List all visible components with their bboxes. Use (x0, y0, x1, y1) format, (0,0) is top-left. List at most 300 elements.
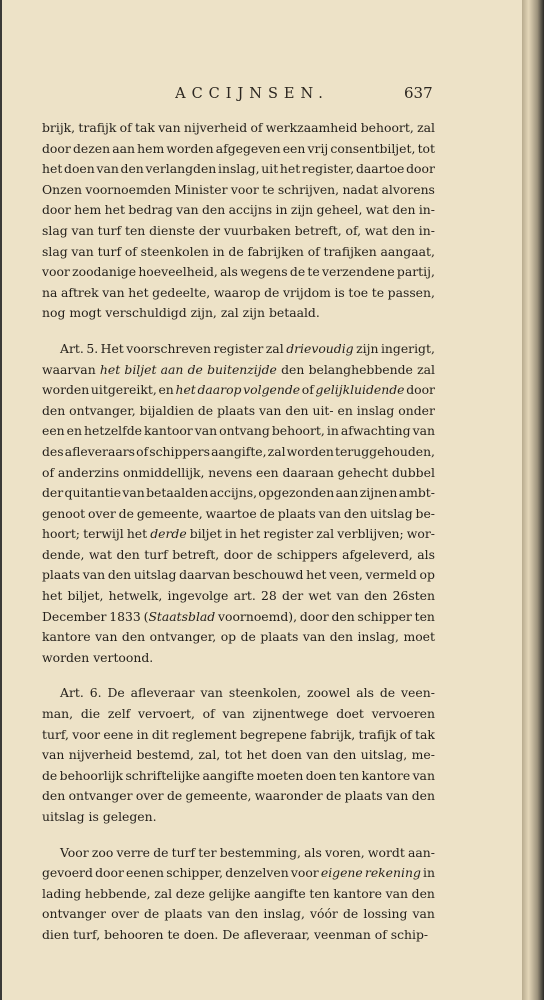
word: vóór (310, 906, 338, 922)
word: waartoe (205, 505, 257, 521)
word: het (306, 567, 327, 583)
word: de (187, 361, 203, 377)
word: voor (290, 865, 319, 881)
word: tot (417, 140, 435, 156)
word: aan (112, 140, 135, 156)
word: te (262, 181, 275, 197)
word: plaats (277, 505, 316, 521)
word: December (42, 608, 107, 624)
word: denzelven (225, 865, 289, 881)
word: daartoe (355, 161, 405, 177)
word: van (71, 222, 94, 238)
word: worden (42, 382, 90, 398)
word: wet (308, 588, 332, 604)
word: worden (166, 140, 214, 156)
word: of (124, 243, 137, 259)
text-line (42, 339, 435, 360)
paragraph (42, 683, 435, 827)
word: het (99, 361, 121, 377)
word: inslag, (218, 161, 260, 177)
word: in- (418, 202, 435, 218)
word: trafijk (78, 120, 117, 135)
word: voorschreven (126, 340, 211, 356)
word: de (342, 906, 359, 922)
word: alvorens (381, 181, 435, 197)
word: zijn (356, 340, 379, 356)
word: van (318, 505, 342, 521)
word: kantoor (144, 423, 193, 439)
word: turf, (73, 926, 101, 942)
word: ten (414, 608, 435, 624)
word: verlangden (145, 161, 217, 177)
word: nadat (342, 181, 379, 197)
word: beschouwd (232, 567, 304, 583)
word: als (304, 844, 322, 860)
word: den (107, 567, 132, 583)
text-line (42, 360, 435, 381)
word: voren, (325, 844, 365, 860)
word: de (379, 685, 396, 701)
word: is (88, 809, 99, 824)
word: drievoudig (286, 340, 354, 356)
word: turf (144, 546, 168, 562)
word: betreft, (172, 546, 220, 562)
word: nijverheid (183, 120, 248, 135)
page-number: 637 (404, 84, 433, 102)
text-line (42, 401, 435, 422)
word: bedrag (128, 202, 173, 218)
word: den (411, 885, 435, 901)
word: op (419, 567, 435, 583)
word: reglement (172, 726, 237, 742)
word: vertoond. (93, 649, 154, 665)
word: hem (74, 202, 102, 218)
word: uitslag (133, 567, 177, 583)
text-line (42, 545, 435, 566)
text-line (42, 283, 435, 304)
word: de (166, 788, 183, 804)
page-body-text (42, 118, 435, 961)
word: het (246, 747, 267, 763)
word: voor (230, 181, 259, 197)
word: zelf (107, 706, 131, 722)
word: ontvanger, (149, 629, 217, 645)
word: Het (100, 340, 124, 356)
word: in (326, 423, 339, 439)
word: doen (271, 747, 302, 763)
word: aftrek (60, 284, 99, 300)
word: verzendene (321, 264, 395, 280)
word: der (42, 485, 64, 501)
word: of (136, 443, 149, 459)
word: gelegen. (102, 809, 157, 824)
word: ontvanger (42, 906, 106, 922)
text-line (42, 200, 435, 221)
word: het (175, 382, 196, 398)
word: zoo (91, 844, 114, 860)
word: schipper (357, 608, 412, 624)
word: veenman (314, 926, 371, 942)
word: moet (403, 629, 435, 645)
word: turf (171, 844, 196, 860)
word: behoort, (271, 423, 325, 439)
word: wat (365, 202, 389, 218)
word: het (239, 526, 261, 542)
word: ambt- (398, 485, 435, 501)
word: turf (97, 243, 122, 259)
text-line (42, 807, 435, 828)
word: be- (415, 505, 435, 521)
word: uitslag, (360, 747, 408, 763)
word: dit (151, 726, 169, 742)
word: van (385, 788, 409, 804)
word: 26sten (392, 588, 435, 604)
word: wordt (367, 844, 405, 860)
word: begrepene (239, 726, 307, 742)
word: gemeente, (185, 788, 252, 804)
word: trafijken (323, 243, 377, 259)
word: zoodanige (72, 264, 137, 280)
word: van (158, 120, 181, 135)
word: wegens (240, 264, 288, 280)
word: bijaldien (139, 402, 194, 418)
text-line (42, 463, 435, 484)
word: verblijven; (337, 526, 404, 542)
word: den (120, 161, 144, 177)
word: in (224, 526, 237, 542)
word: afgegeven (215, 140, 281, 156)
word: van (412, 423, 435, 439)
word: aan- (408, 844, 435, 860)
word: consentbiljet, (330, 140, 416, 156)
word: betaalden (146, 485, 209, 501)
text-line (42, 648, 435, 669)
word: kantore (361, 767, 411, 783)
page-header (2, 86, 522, 108)
word: den (343, 505, 368, 521)
word: vuurbaken (223, 222, 291, 238)
word: den (391, 222, 415, 238)
word: des (42, 443, 64, 459)
word: (Staatsblad (143, 608, 216, 624)
word: in- (418, 222, 435, 238)
word: passen, (387, 284, 435, 300)
word: bestemd, (136, 747, 194, 763)
word: aangifte, (211, 443, 267, 459)
text-line (42, 786, 435, 807)
text-line (42, 180, 435, 201)
word: gehecht (337, 464, 389, 480)
word: plaats (42, 567, 81, 583)
word: als (417, 546, 435, 562)
word: uit (261, 161, 279, 177)
word: moeten (256, 767, 304, 783)
word: uitslag (42, 809, 85, 824)
text-line (42, 745, 435, 766)
word: in (275, 202, 288, 218)
word: schip- (390, 926, 429, 942)
word: wor- (406, 526, 435, 542)
word: eenen (126, 865, 165, 881)
word: vermeld (365, 567, 417, 583)
word: de (42, 767, 58, 783)
word: dubbel (391, 464, 435, 480)
word: genoot (42, 505, 86, 521)
word: accijns (228, 202, 273, 218)
word: ter (198, 844, 217, 860)
word: te (167, 926, 180, 942)
word: der (198, 222, 220, 238)
word: of (301, 382, 314, 398)
word: een (256, 464, 279, 480)
word: door (299, 608, 329, 624)
word: aangifte (254, 885, 306, 901)
word: te (307, 264, 320, 280)
word: en (337, 402, 353, 418)
word: waarop (213, 284, 261, 300)
text-line (42, 704, 435, 725)
word: geheel, (316, 202, 363, 218)
word: de (326, 788, 342, 804)
word: dezen (72, 140, 111, 156)
word: nijverheid (68, 747, 133, 763)
word: Onzen (42, 181, 82, 197)
word: aan (335, 485, 359, 501)
word: anderzins (57, 464, 120, 480)
word: de (264, 284, 280, 300)
word: man, (42, 706, 74, 722)
book-binding-edge (522, 0, 544, 1000)
word: zoowel (306, 685, 351, 701)
word: De (107, 685, 125, 701)
word: worden (42, 649, 90, 665)
word: het (104, 202, 125, 218)
word: ingevolge (167, 588, 229, 604)
word: van (102, 284, 125, 300)
word: verre (116, 844, 150, 860)
word: Minister (174, 181, 228, 197)
word: partij, (396, 264, 435, 280)
word: van (82, 567, 106, 583)
word: in (212, 243, 225, 259)
word: tot (224, 747, 243, 763)
word: ontvanger, (69, 402, 136, 418)
text-line (42, 683, 435, 704)
word: schriftelijke (125, 767, 201, 783)
word: werkzaamheid (265, 120, 358, 135)
word: vrij (307, 140, 329, 156)
word: schippers (276, 546, 338, 562)
word: art. (233, 588, 256, 604)
text-line (42, 627, 435, 648)
word: is (334, 284, 345, 300)
word: schrijven, (277, 181, 340, 197)
word: een (282, 140, 306, 156)
word: wat (364, 222, 388, 238)
word: of (307, 243, 320, 259)
word: toe (348, 284, 369, 300)
word: den (364, 588, 388, 604)
word: uit- (312, 402, 334, 418)
word: zal (220, 305, 239, 321)
text-line (42, 925, 435, 946)
word: het (42, 588, 63, 604)
word: kantore (333, 885, 382, 901)
word: zal (154, 885, 173, 901)
word: van (176, 202, 199, 218)
word: en (66, 423, 82, 439)
word: betreft, (294, 222, 342, 238)
word: nevens (208, 464, 253, 480)
word: den (333, 747, 357, 763)
word: quitantie (64, 485, 122, 501)
word: den (42, 402, 66, 418)
word: onder (398, 402, 435, 418)
word: zijn (242, 305, 265, 321)
text-line (42, 221, 435, 242)
word: afleveraar (130, 685, 195, 701)
word: 6. (89, 685, 102, 701)
word: ontvanger (68, 788, 133, 804)
word: der (282, 588, 304, 604)
word: lading (42, 885, 82, 901)
word: steenkolen (140, 243, 209, 259)
word: ten (124, 222, 146, 238)
text-line (42, 421, 435, 442)
word: of (399, 726, 412, 742)
word: onmiddellijk, (122, 464, 205, 480)
word: over (135, 788, 164, 804)
word: van (42, 747, 65, 763)
word: inslag, (263, 906, 305, 922)
word: gemeente, (136, 505, 203, 521)
word: veen- (401, 685, 435, 701)
word: de (197, 402, 214, 418)
word: doet (336, 706, 364, 722)
word: accijns, (209, 485, 258, 501)
word: opgezonden (258, 485, 335, 501)
word: den (281, 361, 305, 377)
text-line (42, 904, 435, 925)
word: register (213, 340, 264, 356)
word: over (111, 906, 139, 922)
word: daaraan (282, 464, 334, 480)
word: waarvan (42, 361, 96, 377)
word: brijk, (42, 120, 76, 135)
word: steenkolen, (228, 685, 302, 701)
word: behooren (104, 926, 164, 942)
text-line (42, 380, 435, 401)
word: den (121, 629, 146, 645)
word: in (423, 865, 435, 881)
text-line (42, 565, 435, 586)
word: den (42, 788, 66, 804)
word: de (228, 243, 244, 259)
text-line (42, 262, 435, 283)
word: Voor (60, 844, 89, 860)
word: voornoemden (85, 181, 171, 197)
word: de (289, 264, 306, 280)
word: plaats (344, 788, 383, 804)
word: slag (42, 222, 68, 238)
word: van (336, 588, 359, 604)
word: belanghebbende (308, 361, 413, 377)
word: zal (417, 361, 435, 377)
word: volgende (243, 382, 301, 398)
word: de (153, 844, 169, 860)
word: die (80, 706, 101, 722)
word: de (143, 906, 160, 922)
word: van (222, 706, 245, 722)
word: deze (175, 885, 205, 901)
word: zijnen (359, 485, 398, 501)
word: door (42, 140, 71, 156)
word: zal (267, 443, 286, 459)
word: plaats (217, 402, 256, 418)
word: betaald. (268, 305, 320, 321)
word: plaats (164, 906, 203, 922)
word: me- (411, 747, 435, 763)
text-line (42, 242, 435, 263)
word: gevoerd (42, 865, 93, 881)
word: een (42, 423, 65, 439)
word: voor (72, 726, 101, 742)
word: van (259, 402, 282, 418)
word: hoeveelheid, (138, 264, 218, 280)
word: register, (301, 161, 355, 177)
word: of, (345, 222, 362, 238)
word: vervoert, (138, 706, 195, 722)
word: zal (265, 340, 284, 356)
word: hebbende, (84, 885, 151, 901)
text-line (42, 524, 435, 545)
word: veen, (329, 567, 363, 583)
word: ten (338, 767, 360, 783)
word: eene (103, 726, 134, 742)
word: aan (160, 361, 184, 377)
word: of (250, 120, 263, 135)
word: fabrijk, (310, 726, 356, 742)
word: afleveraars (64, 443, 136, 459)
word: den (411, 788, 435, 804)
word: het (42, 161, 63, 177)
word: hetzelfde (84, 423, 142, 439)
word: worden (286, 443, 334, 459)
text-line (42, 303, 435, 324)
word: te (371, 284, 385, 300)
word: wat (88, 546, 112, 562)
word: op (220, 629, 237, 645)
word: hem (137, 140, 165, 156)
word: zal (316, 526, 335, 542)
word: schippers (149, 443, 210, 459)
word: eigene (320, 865, 363, 881)
word: trafijk (358, 726, 397, 742)
word: vervoeren (371, 706, 435, 722)
text-line (42, 725, 435, 746)
word: verschuldigd (105, 305, 187, 321)
word: den (392, 202, 416, 218)
word: waaronder (254, 788, 323, 804)
word: terwijl (83, 526, 124, 542)
word: ingerigt, (380, 340, 435, 356)
word: het (279, 161, 301, 177)
text-line (42, 884, 435, 905)
word: inslag (356, 402, 395, 418)
word: nog (42, 305, 66, 321)
word: zijnentwege (252, 706, 329, 722)
word: afgeleverd, (342, 546, 413, 562)
